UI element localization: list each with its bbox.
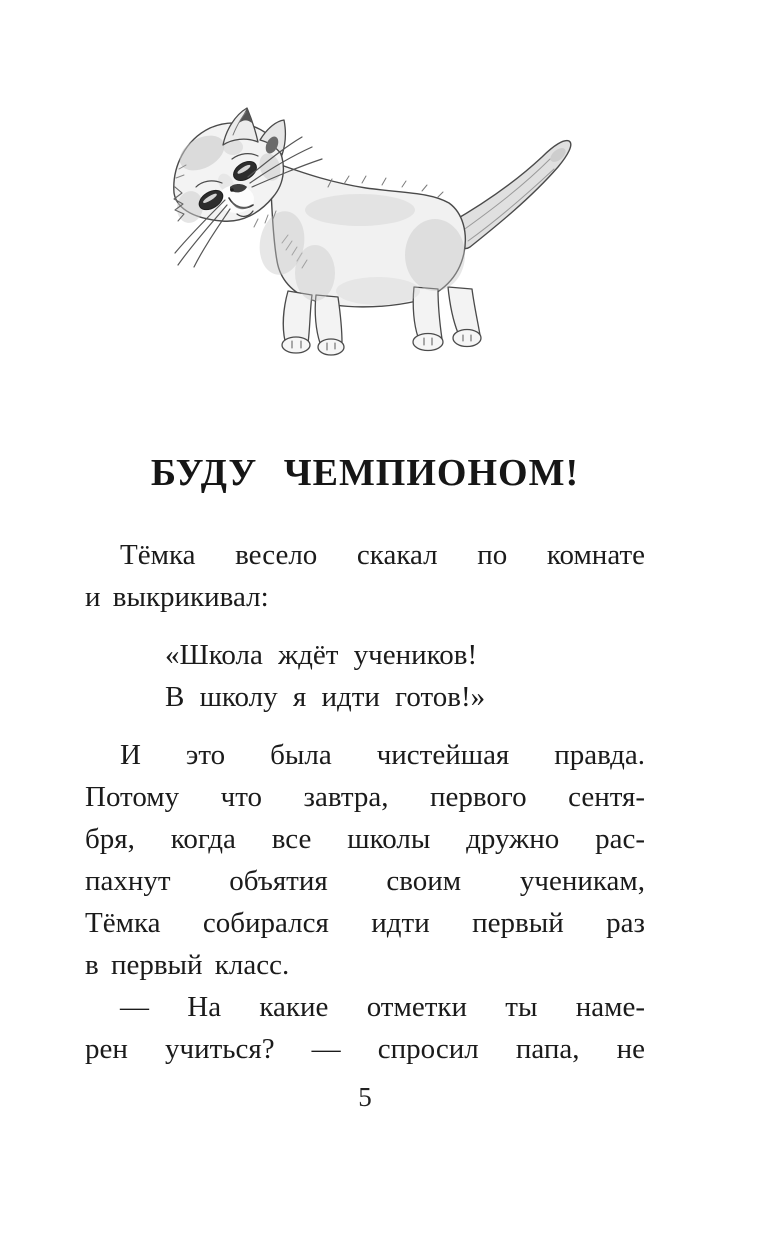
page-number: 5 [358, 1082, 372, 1112]
body-text [85, 534, 645, 1070]
text-line: и выкрикивал: [85, 581, 269, 613]
verse-line: «Школа ждёт учеников! [165, 639, 478, 671]
text-line: Тёмка весело скакал по комнате [120, 539, 645, 571]
kitten-sketch-svg [130, 95, 610, 385]
dialogue-line: рен учиться? — спросил папа, не [85, 1033, 645, 1065]
verse-block [85, 634, 645, 718]
text-line: в первый класс. [85, 949, 290, 981]
text-line: Потому что завтра, первого сентя- [85, 781, 645, 813]
verse-line: В школу я идти готов!» [165, 681, 486, 713]
text-line: бря, когда все школы дружно рас- [85, 823, 645, 855]
dialogue-line: — На какие отметки ты наме- [120, 991, 645, 1023]
text-line: И это была чистейшая правда. [120, 739, 645, 771]
kitten-illustration [130, 95, 610, 385]
chapter-title: БУДУ ЧЕМПИОНОМ! [150, 452, 580, 494]
text-line: пахнут объятия своим ученикам, [85, 865, 645, 897]
text-line: Тёмка собирался идти первый раз [85, 907, 645, 939]
